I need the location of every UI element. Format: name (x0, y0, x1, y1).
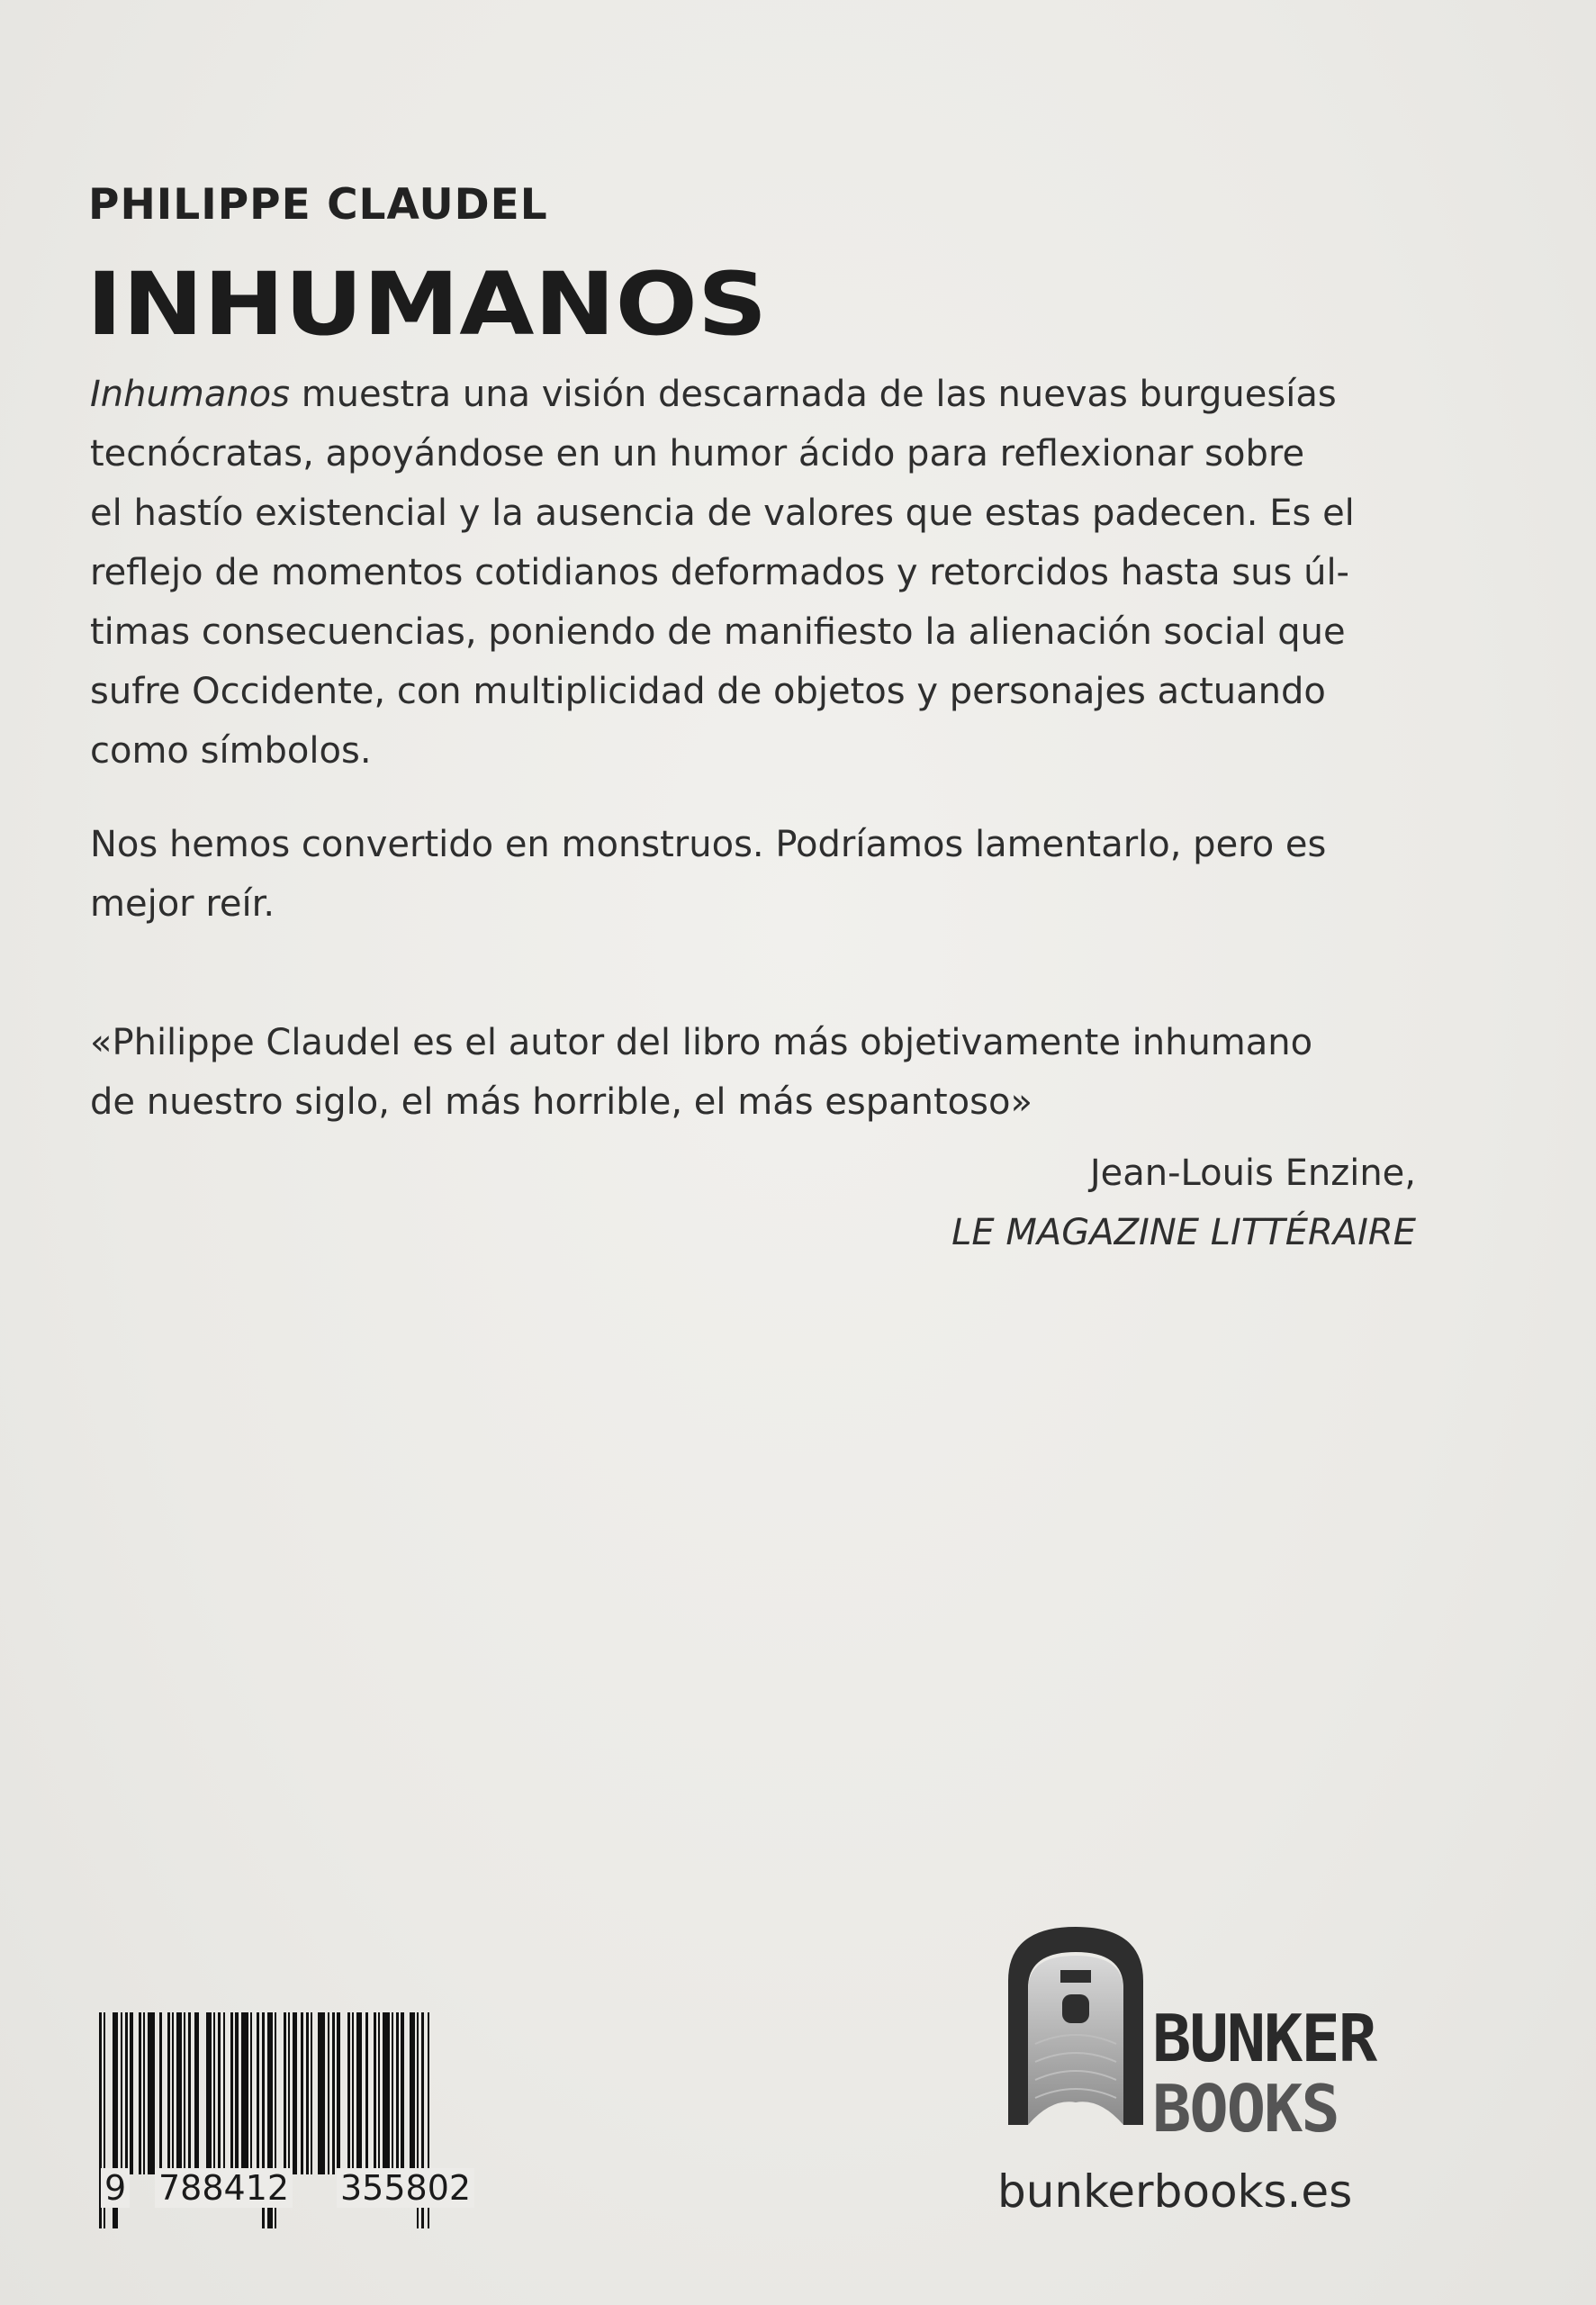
quote-line: «Philippe Claudel es el autor del libro más objetivamente inhumano (90, 1022, 1313, 1063)
closing-paragraph (90, 815, 1440, 934)
barcode-bar (293, 2012, 297, 2174)
barcode-bar (241, 2012, 248, 2174)
barcode-bar (328, 2012, 329, 2174)
synopsis-line: reflejo de momentos cotidianos deformados y retorcidos hasta sus úl- (90, 552, 1349, 593)
barcode-bar (311, 2012, 312, 2174)
barcode-bar (401, 2012, 404, 2174)
synopsis-line: como símbolos. (90, 730, 372, 772)
isbn-right-digits: 355802 (337, 2168, 474, 2208)
barcode-bar (378, 2012, 380, 2174)
barcode-bar (383, 2012, 390, 2174)
barcode-bar (352, 2012, 354, 2174)
quote-line: de nuestro siglo, el más horrible, el más espantoso» (90, 1081, 1032, 1123)
press-quote (90, 1013, 1440, 1132)
attribution-name: Jean-Louis Enzine, (1089, 1152, 1416, 1194)
barcode-bar (130, 2012, 133, 2174)
barcode-bar (396, 2012, 399, 2174)
synopsis-line: Inhumanos muestra una visión descarnada de las nuevas burguesías (90, 374, 1337, 415)
bunker-books-logo-icon (999, 1918, 1152, 2125)
barcode-bar (374, 2012, 376, 2174)
barcode-bar (257, 2012, 259, 2174)
barcode-bar (306, 2012, 309, 2174)
publisher-url: bunkerbooks.es (997, 2165, 1353, 2218)
author-name: PHILIPPE CLAUDEL (88, 180, 548, 230)
synopsis-paragraph (90, 365, 1440, 781)
barcode-bar (188, 2012, 191, 2174)
barcode-bar (167, 2012, 170, 2174)
barcode-bar (235, 2012, 239, 2174)
barcode-bar (284, 2012, 286, 2174)
barcode-bar (356, 2012, 362, 2174)
barcode-bar (223, 2012, 225, 2174)
title-italic: Inhumanos (90, 374, 290, 415)
barcode-bar (125, 2012, 128, 2174)
isbn-number (101, 2168, 524, 2222)
barcode-bar (218, 2012, 221, 2174)
barcode-bar (410, 2012, 415, 2174)
isbn-first-digit: 9 (101, 2168, 130, 2208)
closing-line: Nos hemos convertido en monstruos. Podríamos lamentarlo, pero es (90, 824, 1327, 865)
barcode-bar (194, 2012, 199, 2174)
publisher-name (1152, 2001, 1376, 2147)
attribution-source: LE MAGAZINE LITTÉRAIRE (951, 1212, 1416, 1253)
barcode-bar (392, 2012, 393, 2174)
synopsis-line: el hastío existencial y la ausencia de valores que estas padecen. Es el (90, 493, 1355, 534)
barcode-bar (139, 2012, 141, 2174)
barcode-bar (301, 2012, 303, 2174)
barcode-bar (318, 2012, 325, 2174)
barcode-bar (250, 2012, 252, 2174)
barcode-bar (365, 2012, 368, 2174)
barcode-bar (172, 2012, 174, 2174)
barcode-bar (347, 2012, 350, 2174)
barcode-bar (206, 2012, 212, 2174)
barcode-bar (159, 2012, 162, 2174)
closing-line: mejor reír. (90, 883, 275, 925)
barcode-bar (176, 2012, 182, 2174)
isbn-left-digits: 788412 (155, 2168, 293, 2208)
book-title: INHUMANOS (86, 254, 768, 355)
synopsis-line: sufre Occidente, con multiplicidad de objetos y personajes actuando (90, 671, 1326, 712)
barcode-bar (288, 2012, 290, 2174)
publisher-name-line2: BOOKS (1152, 2071, 1339, 2147)
barcode-bar (148, 2012, 155, 2174)
quote-attribution (951, 1143, 1416, 1262)
synopsis-line: tecnócratas, apoyándose en un humor ácido para reflexionar sobre (90, 433, 1305, 475)
barcode-bar (213, 2012, 215, 2174)
barcode-bar (230, 2012, 233, 2174)
synopsis-line: timas consecuencias, poniendo de manifiesto la alienación social que (90, 611, 1346, 653)
publisher-name-line1: BUNKER (1152, 2001, 1376, 2076)
barcode-bar (184, 2012, 185, 2174)
barcode-bar (332, 2012, 335, 2174)
barcode-bar (143, 2012, 145, 2174)
barcode-bar (121, 2012, 122, 2174)
barcode-bar (337, 2012, 340, 2174)
